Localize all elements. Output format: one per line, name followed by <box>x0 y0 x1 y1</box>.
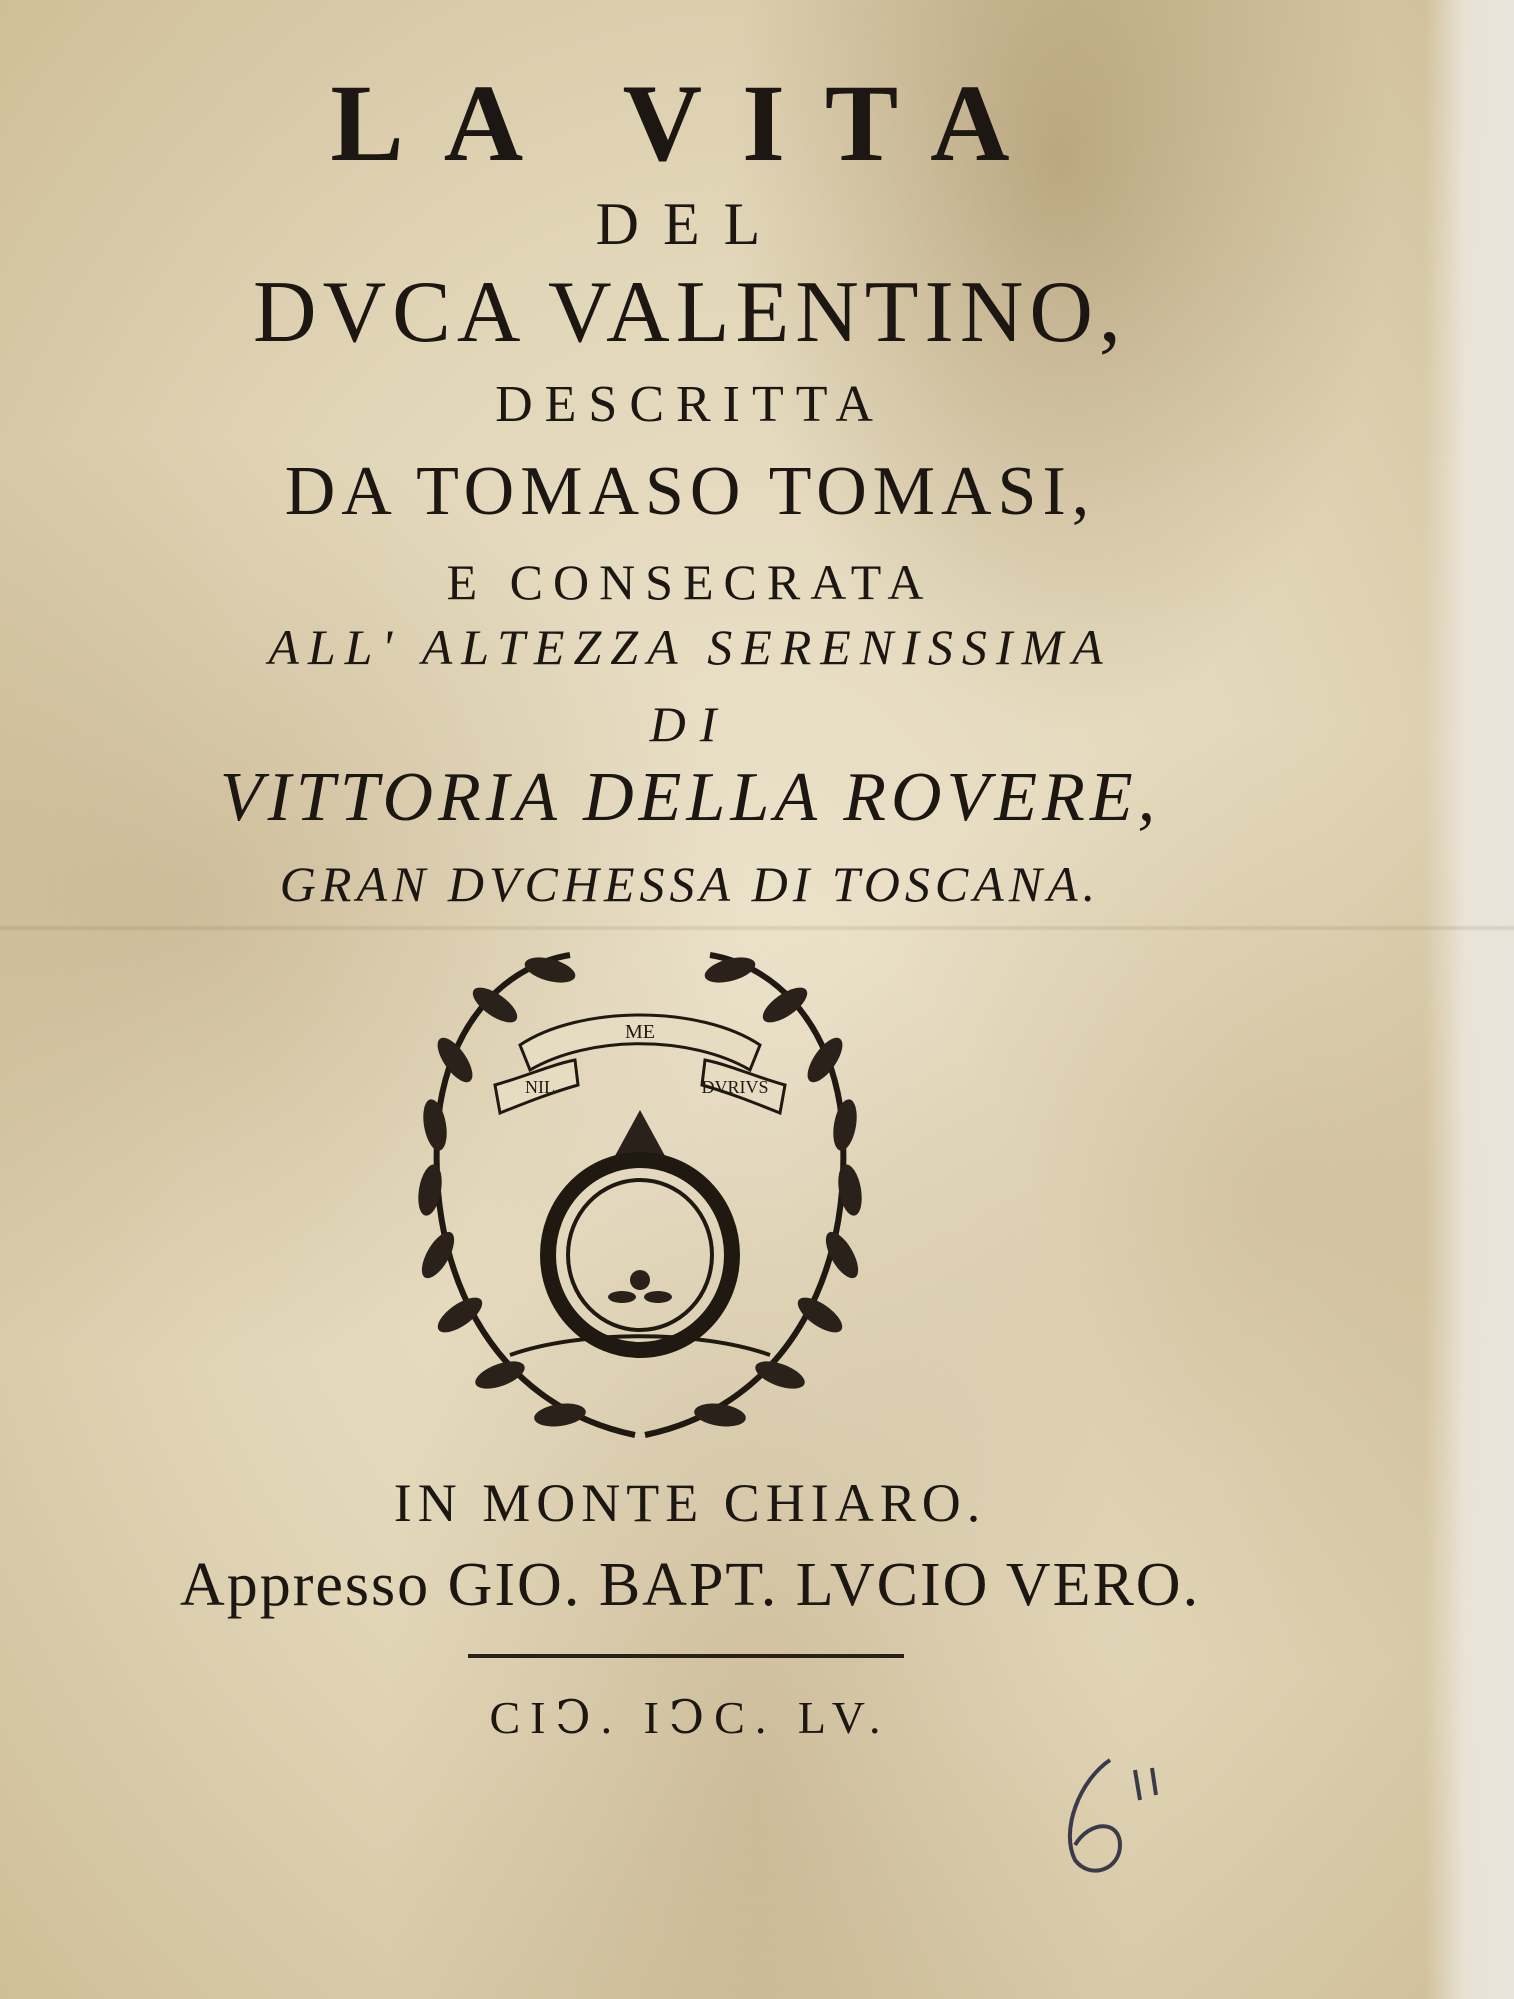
imprint-place: IN MONTE CHIARO. <box>393 1473 987 1533</box>
paper-fold <box>0 925 1514 931</box>
dedication-line-altezza: ALL' ALTEZZA SERENISSIMA <box>268 619 1112 675</box>
dedicatee-name: VITTORIA DELLA ROVERE, <box>219 759 1161 836</box>
imprint-date: CIↃ. IↃC. LV. <box>489 1692 891 1743</box>
title-line-descritta: DESCRITTA <box>495 376 885 433</box>
handwritten-mark-icon <box>1040 1740 1170 1890</box>
author-line: DA TOMASO TOMASI, <box>284 453 1096 530</box>
dedication-line-di: DI <box>649 696 731 752</box>
motto-durius: DVRIVS <box>701 1077 769 1097</box>
printers-device-wreath-icon <box>400 935 880 1455</box>
motto-me: ME <box>625 1021 655 1043</box>
dedicatee-title: GRAN DVCHESSA DI TOSCANA. <box>279 856 1101 912</box>
imprint-printer: Appresso GIO. BAPT. LVCIO VERO. <box>179 1551 1201 1619</box>
worn-right-edge <box>1424 0 1514 1999</box>
title-line-del: DEL <box>595 191 785 257</box>
dedication-line-consecrata: E CONSECRATA <box>446 554 934 610</box>
horizontal-rule <box>468 1654 904 1658</box>
motto-nil: NIL <box>525 1077 555 1097</box>
title-line-la-vita: LA VITA <box>330 62 1050 184</box>
title-line-duca-valentino: DVCA VALENTINO, <box>253 264 1127 361</box>
